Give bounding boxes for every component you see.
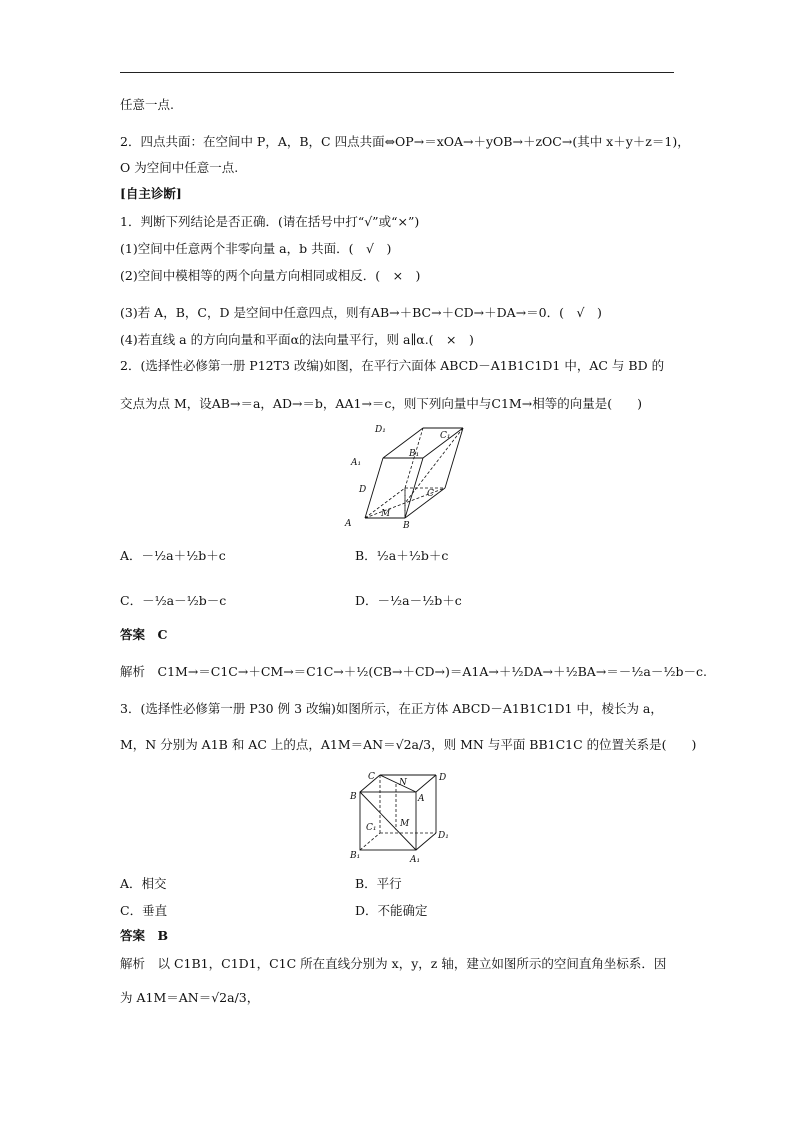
section-heading: [自主诊断]	[120, 186, 182, 201]
solution: 解析 C1M→＝C1C→＋CM→＝C1C→＋½(CB→＋CD→)＝A1A→＋½DA→＋½BA→＝－½a－½b－c.	[120, 664, 707, 679]
label-A1: A₁	[410, 855, 421, 865]
text-line: 2．四点共面：在空间中 P，A，B，C 四点共面⇔OP→＝xOA→＋yOB→＋zOC→(其中 x＋y＋z＝1)，	[120, 134, 690, 149]
option-A: A．相交	[120, 876, 167, 891]
question: 3．(选择性必修第一册 P30 例 3 改编)如图所示，在正方体 ABCD－A1B1C1D1 中，棱长为 a，	[120, 701, 663, 716]
label-M: M	[400, 819, 410, 829]
label-C: C	[368, 772, 375, 782]
question-item: (2)空间中模相等的两个向量方向相同或相反．( × )	[120, 268, 421, 283]
option-D: D．不能确定	[355, 903, 428, 918]
label-D: D	[359, 485, 367, 495]
solution: 为 A1M＝AN＝√2a/3，	[120, 990, 260, 1005]
parallelepiped-figure	[345, 420, 465, 530]
label-B1: B₁	[409, 449, 420, 459]
label-D1: D₁	[438, 831, 449, 841]
question: 交点为点 M，设AB→＝a，AD→＝b，AA1→＝c，则下列向量中与C1M→相等的向量是( )	[120, 396, 642, 411]
label-A: A	[345, 519, 352, 529]
label-C1: C₁	[440, 431, 451, 441]
label-C: C	[427, 489, 434, 499]
label-B1: B₁	[350, 851, 361, 861]
answer: 答案 B	[120, 928, 169, 943]
label-D1: D₁	[375, 425, 386, 435]
question: M，N 分别为 A1B 和 AC 上的点，A1M＝AN＝√2a/3，则 MN 与平面 BB1C1C 的位置关系是( )	[120, 737, 697, 752]
label-A: A	[418, 794, 425, 804]
label-B: B	[350, 792, 357, 802]
header-rule	[120, 72, 674, 73]
text-line: O 为空间中任意一点.	[120, 160, 239, 175]
option-C: C．垂直	[120, 903, 168, 918]
question: 1．判断下列结论是否正确．(请在括号中打“√”或“×”)	[120, 214, 420, 229]
label-D: D	[439, 773, 447, 783]
option-B: B．½a＋½b＋c	[355, 548, 449, 563]
cube-figure	[350, 770, 450, 865]
solution: 解析 以 C1B1，C1D1，C1C 所在直线分别为 x，y，z 轴，建立如图所示的空间直角坐标系．因	[120, 956, 667, 971]
text-line: 任意一点.	[120, 97, 174, 112]
option-D: D．－½a－½b＋c	[355, 593, 462, 608]
option-B: B．平行	[355, 876, 402, 891]
label-B: B	[403, 521, 410, 531]
option-A: A．－½a＋½b＋c	[120, 548, 226, 563]
label-M: M	[381, 509, 391, 519]
label-C1: C₁	[366, 823, 377, 833]
question: 2．(选择性必修第一册 P12T3 改编)如图，在平行六面体 ABCD－A1B1C1D1 中，AC 与 BD 的	[120, 358, 665, 373]
option-C: C．－½a－½b－c	[120, 593, 227, 608]
label-A1: A₁	[351, 458, 362, 468]
question-item: (3)若 A，B，C，D 是空间中任意四点，则有AB→＋BC→＋CD→＋DA→＝0．( √ )	[120, 305, 602, 320]
label-N: N	[399, 778, 407, 788]
answer: 答案 C	[120, 627, 168, 642]
question-item: (1)空间中任意两个非零向量 a，b 共面．( √ )	[120, 241, 392, 256]
question-item: (4)若直线 a 的方向向量和平面α的法向量平行，则 a∥α.( × )	[120, 332, 474, 347]
